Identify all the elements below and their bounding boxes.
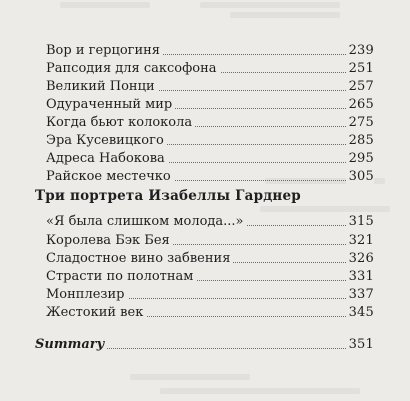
entry-page: 265 [346, 96, 374, 114]
entry-page: 239 [346, 42, 374, 60]
toc-entry [0, 60, 410, 78]
entry-title: Страсти по полотнам [46, 268, 196, 286]
entry-title: Сладостное вино забвения [46, 250, 233, 268]
entry-page: 305 [346, 168, 374, 186]
entry-page: 326 [346, 250, 374, 268]
entry-page: 315 [346, 213, 374, 231]
entry-title: Summary [35, 336, 107, 354]
entry-page: 331 [346, 268, 374, 286]
entry-page: 321 [346, 232, 374, 250]
entry-title: Великий Понци [46, 78, 158, 96]
entry-title: Рапсодия для саксофона [46, 60, 220, 78]
entry-page: 257 [346, 78, 374, 96]
entry-title: Жестокий век [46, 304, 146, 322]
toc-entry [0, 114, 410, 132]
toc-entry [0, 96, 410, 114]
toc-entry [0, 78, 410, 96]
entry-title: Адреса Набокова [46, 150, 168, 168]
entry-title: Одураченный мир [46, 96, 175, 114]
entry-title: Эра Кусевицкого [46, 132, 167, 150]
toc-entry [0, 250, 410, 268]
entry-page: 337 [346, 286, 374, 304]
entry-page: 351 [346, 336, 374, 354]
entry-page: 285 [346, 132, 374, 150]
entry-title: Вор и герцогиня [46, 42, 163, 60]
entry-title: Райское местечко [46, 168, 174, 186]
entry-title: «Я была слишком молода...» [46, 213, 247, 231]
section-heading: Три портрета Изабеллы Гарднер [35, 188, 301, 204]
toc-entry [0, 150, 410, 168]
entry-page: 275 [346, 114, 374, 132]
entry-title: Когда бьют колокола [46, 114, 195, 132]
toc-entry [0, 232, 410, 250]
entry-title: Монплезир [46, 286, 128, 304]
entry-page: 345 [346, 304, 374, 322]
toc-entry [0, 268, 410, 286]
toc-entry [0, 132, 410, 150]
toc-entry [0, 42, 410, 60]
toc-entry-summary [0, 336, 410, 354]
entry-page: 251 [346, 60, 374, 78]
toc-entry [0, 304, 410, 322]
toc-entry [0, 213, 410, 231]
toc-entry [0, 286, 410, 304]
toc-entry [0, 168, 410, 186]
entry-title: Королева Бэк Бея [46, 232, 173, 250]
entry-page: 295 [346, 150, 374, 168]
